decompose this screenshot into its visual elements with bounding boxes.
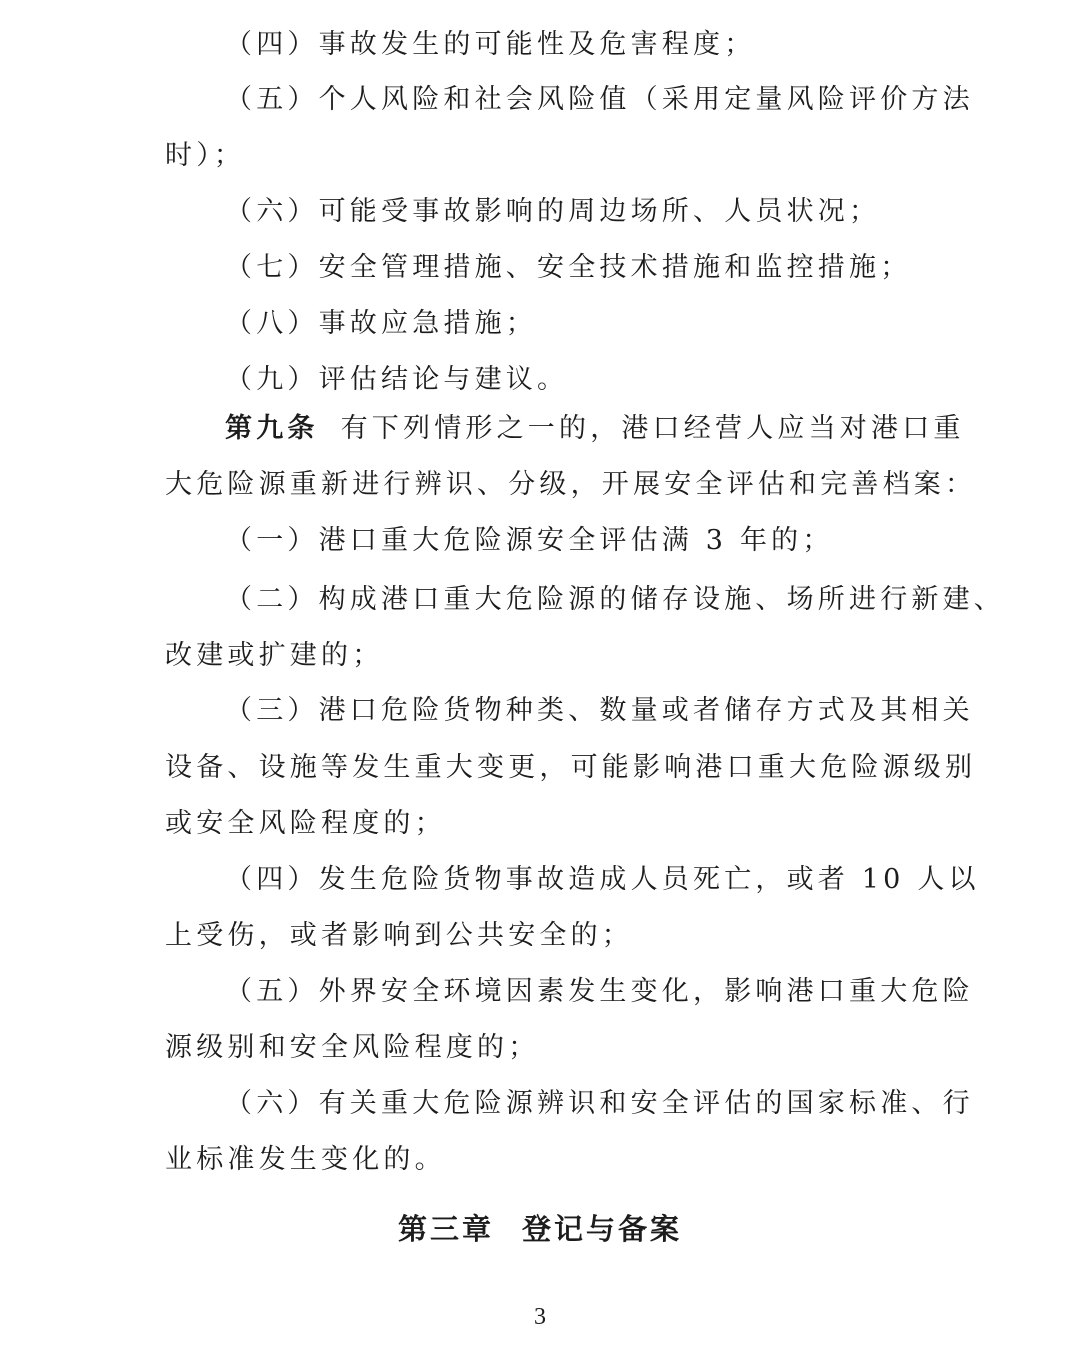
article-9-text-continued: 大危险源重新进行辨识、分级，开展安全评估和完善档案： — [165, 469, 977, 500]
chapter-heading — [0, 1210, 1080, 1248]
list-item-6: （六）可能受事故影响的周边场所、人员状况； — [225, 196, 881, 227]
condition-item-6-continued: 业标准发生变化的。 — [165, 1144, 446, 1175]
page-number: 3 — [534, 1304, 546, 1330]
list-item-4: （四）事故发生的可能性及危害程度； — [225, 29, 756, 60]
list-item-9: （九）评估结论与建议。 — [225, 364, 569, 395]
condition-item-6: （六）有关重大危险源辨识和安全评估的国家标准、行 — [225, 1088, 974, 1119]
article-label: 第九条 — [225, 413, 319, 444]
condition-item-2: （二）构成港口重大危险源的储存设施、场所进行新建、 — [225, 584, 1005, 615]
list-item-8: （八）事故应急措施； — [225, 308, 537, 339]
list-item-5-continued: 时）； — [165, 140, 246, 171]
article-9-paragraph — [225, 411, 985, 447]
condition-item-5: （五）外界安全环境因素发生变化，影响港口重大危险 — [225, 976, 974, 1007]
condition-item-3-continued: 设备、设施等发生重大变更，可能影响港口重大危险源级别 — [165, 752, 977, 783]
condition-item-5-continued: 源级别和安全风险程度的； — [165, 1032, 540, 1063]
condition-item-2-continued: 改建或扩建的； — [165, 640, 384, 671]
condition-item-4: （四）发生危险货物事故造成人员死亡，或者 10 人以 — [225, 864, 980, 895]
list-item-7: （七）安全管理措施、安全技术措施和监控措施； — [225, 252, 912, 283]
condition-item-4-continued: 上受伤，或者影响到公共安全的； — [165, 920, 633, 951]
chapter-title: 登记与备案 — [522, 1212, 683, 1246]
condition-item-1: （一）港口重大危险源安全评估满 3 年的； — [225, 525, 834, 556]
condition-item-3: （三）港口危险货物种类、数量或者储存方式及其相关 — [225, 695, 974, 726]
article-9-text: 有下列情形之一的，港口经营人应当对港口重 — [340, 413, 965, 444]
list-item-5: （五）个人风险和社会风险值（采用定量风险评价方法 — [225, 84, 974, 115]
condition-item-3-continued-2: 或安全风险程度的； — [165, 808, 446, 839]
chapter-number: 第三章 — [397, 1212, 494, 1246]
